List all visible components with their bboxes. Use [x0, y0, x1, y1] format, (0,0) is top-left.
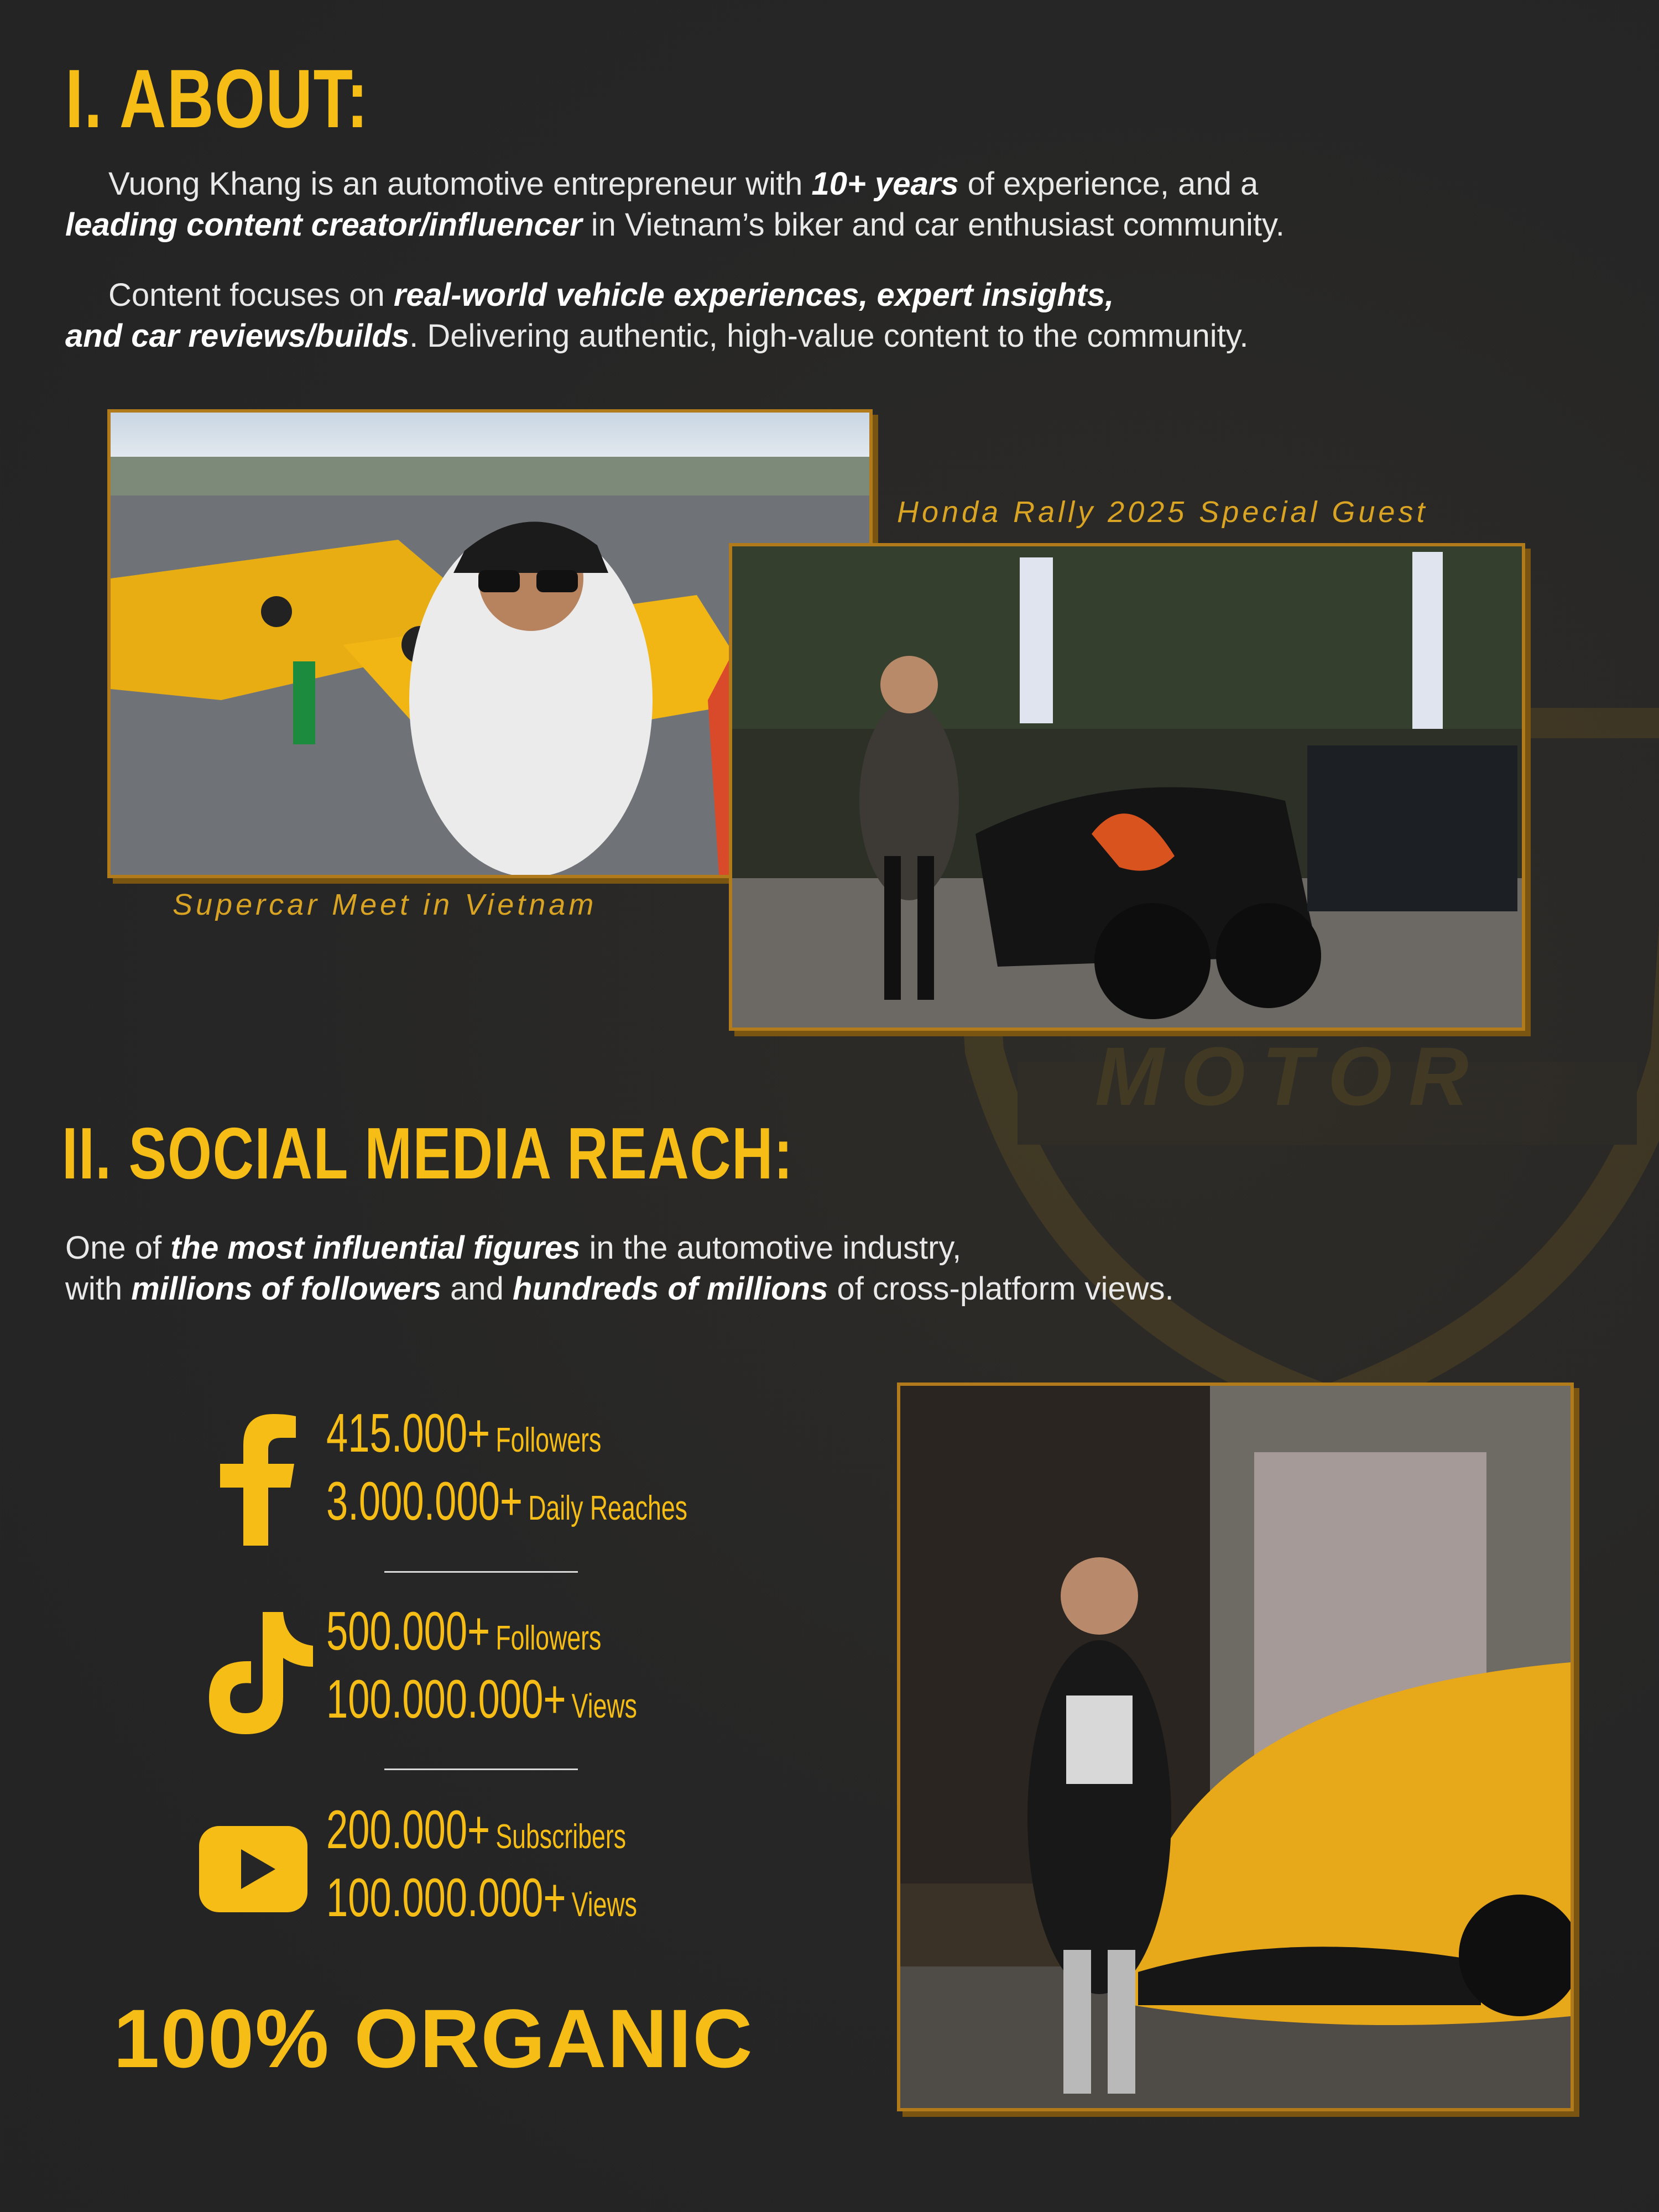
youtube-subscribers-count: 200.000+ — [326, 1799, 491, 1860]
shop-car-photo — [897, 1383, 1574, 2111]
stats-divider — [384, 1768, 578, 1770]
tiktok-icon — [205, 1609, 315, 1739]
about-paragraph-2: Content focuses on real-world vehicle experiences, expert insights, and car reviews/builds. Delivering authentic, high-value content to the community. — [65, 277, 1249, 354]
tiktok-followers-count: 500.000+ — [326, 1600, 491, 1661]
organic-label: 100% ORGANIC — [113, 1992, 754, 2085]
honda-rally-photo — [729, 543, 1525, 1031]
youtube-stats: 200.000+ Subscribers 100.000.000+ Views — [326, 1799, 637, 1928]
facebook-stats: 415.000+ Followers 3.000.000+ Daily Reaches — [326, 1402, 688, 1531]
supercar-meet-caption: Supercar Meet in Vietnam — [173, 888, 597, 921]
social-intro: One of the most influential figures in the automotive industry, with millions of followers and hundreds of millions of cross-platform views. — [65, 1230, 1174, 1307]
youtube-icon — [198, 1825, 309, 1916]
tiktok-views-count: 100.000.000+ — [326, 1668, 566, 1729]
about-paragraph-1: Vuong Khang is an automotive entrepreneur with 10+ years of experience, and a leading content creator/influencer in Vietnam’s biker and car enthusiast community. — [65, 166, 1285, 243]
about-heading: I. ABOUT: — [65, 52, 369, 145]
youtube-views-count: 100.000.000+ — [326, 1867, 566, 1928]
watermark-text: MOTOR — [1095, 1030, 1485, 1123]
facebook-followers-count: 415.000+ — [326, 1402, 491, 1463]
stats-divider — [384, 1571, 578, 1573]
tiktok-stats: 500.000+ Followers 100.000.000+ Views — [326, 1600, 637, 1729]
facebook-reach-count: 3.000.000+ — [326, 1470, 523, 1531]
facebook-icon — [216, 1413, 299, 1548]
honda-rally-caption: Honda Rally 2025 Special Guest — [897, 495, 1428, 529]
social-heading: II. SOCIAL MEDIA REACH: — [62, 1113, 794, 1194]
